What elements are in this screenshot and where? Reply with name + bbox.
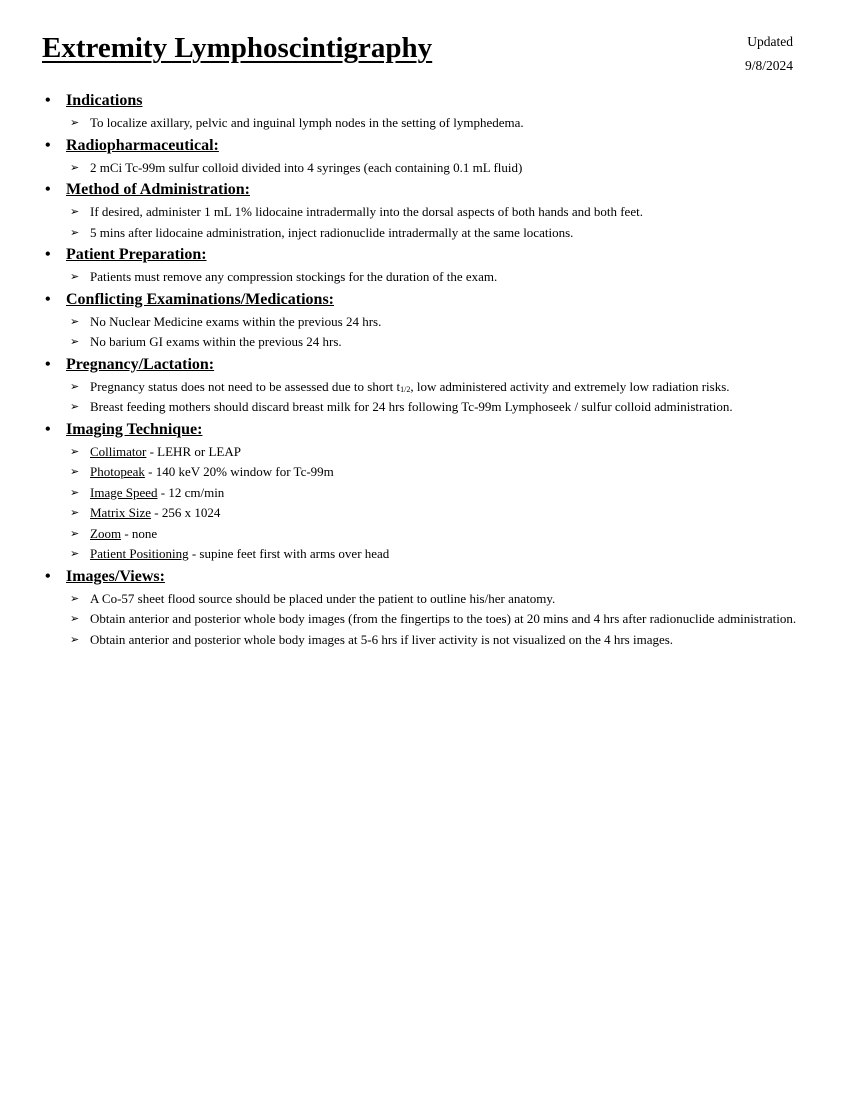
item-text: No barium GI exams within the previous 24 hrs. [90,334,342,349]
section-heading [45,135,805,157]
list-item [45,114,805,131]
arrow-bullet-icon: ➢ [70,160,80,174]
heading-text: Method of Administration: [66,181,250,198]
updated-label: Updated [747,34,793,49]
arrow-bullet-icon: ➢ [70,379,80,393]
bullet-icon: • [45,92,51,109]
section-administration [45,179,805,241]
item-text-before: Pregnancy status does not need to be assessed due to short t [90,378,401,394]
section-heading [45,90,805,112]
heading-text: Patient Preparation: [66,246,207,263]
bullet-icon: • [45,567,51,585]
heading-text: Pregnancy/Lactation: [66,355,215,373]
arrow-bullet-icon: ➢ [70,612,80,625]
param-matrix-size [45,504,805,521]
param-term: Image Speed [90,484,158,500]
section-heading [45,289,805,311]
param-zoom [45,525,805,542]
list-item [45,268,805,285]
bullet-icon: • [45,136,51,154]
arrow-bullet-icon: ➢ [70,485,80,499]
arrow-bullet-icon: ➢ [70,225,80,239]
param-image-speed [45,484,805,501]
param-term: Photopeak [90,464,145,479]
heading-text: Conflicting Examinations/Medications: [66,290,335,308]
arrow-bullet-icon: ➢ [70,632,80,646]
half-life-subscript: 1/2 [400,384,411,394]
param-term: Collimator [90,443,147,459]
page-title: Extremity Lymphoscintigraphy [42,32,433,64]
section-preparation [45,244,805,285]
list-item [45,224,805,241]
section-heading [45,179,805,201]
arrow-bullet-icon: ➢ [70,335,80,348]
arrow-bullet-icon: ➢ [70,547,80,560]
list-item [45,398,805,415]
heading-text: Indications [66,92,143,109]
arrow-bullet-icon: ➢ [70,400,80,413]
list-item [45,333,805,350]
bullet-icon: • [45,420,51,438]
arrow-bullet-icon: ➢ [70,314,80,328]
param-value: - supine feet first with arms over head [188,546,390,561]
param-value: - 256 x 1024 [151,505,221,520]
item-text: 5 mins after lidocaine administration, inject radionuclide intradermally at the same locations. [90,224,574,240]
arrow-bullet-icon: ➢ [70,465,80,478]
bullet-icon: • [45,355,51,373]
arrow-bullet-icon: ➢ [70,116,80,129]
updated-date: 9/8/2024 [744,58,793,73]
item-text: Breast feeding mothers should discard breast milk for 24 hrs following Tc-99m Lymphoseek / sulfur colloid administration. [90,399,733,414]
param-patient-positioning [45,545,805,562]
list-item [45,203,805,220]
list-item [45,378,805,395]
arrow-bullet-icon: ➢ [70,591,80,605]
list-item [45,590,805,607]
param-term: Patient Positioning [90,546,189,561]
bullet-icon: • [45,246,51,263]
item-text: To localize axillary, pelvic and inguinal lymph nodes in the setting of lymphedema. [90,115,524,130]
list-item [45,631,805,648]
param-value: - LEHR or LEAP [146,443,241,459]
arrow-bullet-icon: ➢ [70,526,80,540]
section-radiopharmaceutical [45,135,805,176]
section-indications [45,90,805,131]
heading-text: Images/Views: [66,567,165,585]
item-text: Patients must remove any compression stockings for the duration of the exam. [90,269,498,284]
param-photopeak [45,463,805,480]
item-text: If desired, administer 1 mL 1% lidocaine intradermally into the dorsal aspects of both hands and both feet. [90,204,643,219]
param-term: Matrix Size [90,505,152,520]
item-text: A Co-57 sheet flood source should be placed under the patient to outline his/her anatomy. [90,590,556,606]
section-heading [45,354,805,376]
param-value: - 12 cm/min [157,484,225,500]
heading-text: Radiopharmaceutical: [66,136,219,154]
section-heading [45,419,805,441]
param-value: - none [121,525,158,541]
arrow-bullet-icon: ➢ [70,205,80,218]
section-pregnancy [45,354,805,416]
param-value: - 140 keV 20% window for Tc-99m [144,464,334,479]
heading-text: Imaging Technique: [66,420,203,438]
protocol-sections [45,90,805,651]
param-term: Zoom [90,525,122,541]
section-heading [45,566,805,588]
item-text: No Nuclear Medicine exams within the previous 24 hrs. [90,313,382,329]
section-conflicting [45,289,805,351]
bullet-icon: • [45,181,51,198]
list-item [45,610,805,627]
list-item [45,313,805,330]
section-images-views [45,566,805,648]
updated-block [745,30,793,78]
arrow-bullet-icon: ➢ [70,444,80,458]
item-text: 2 mCi Tc-99m sulfur colloid divided into 4 syringes (each containing 0.1 mL fluid) [90,159,523,175]
section-heading [45,244,805,266]
param-collimator [45,443,805,460]
arrow-bullet-icon: ➢ [70,506,80,519]
list-item [45,159,805,176]
arrow-bullet-icon: ➢ [70,270,80,283]
section-imaging-technique [45,419,805,563]
item-text-after: , low administered activity and extremely low radiation risks. [410,378,730,394]
item-text: Obtain anterior and posterior whole body images at 5-6 hrs if liver activity is not visualized on the 4 hrs images. [90,631,674,647]
bullet-icon: • [45,290,51,308]
item-text: Obtain anterior and posterior whole body images (from the fingertips to the toes) at 20 mins and 4 hrs after radionuclide administration. [90,611,797,626]
